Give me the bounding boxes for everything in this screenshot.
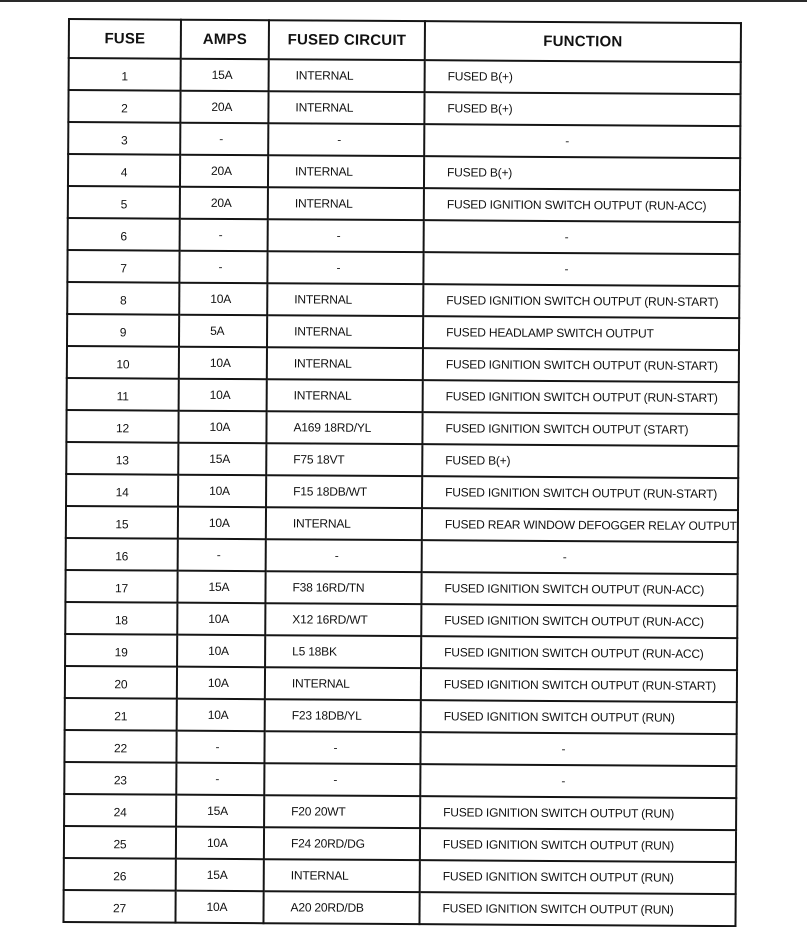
amps-cell: - [176,731,264,764]
fuse-number-cell: 7 [67,250,179,283]
table-row [68,122,740,158]
function-cell: FUSED IGNITION SWITCH OUTPUT (RUN-START) [423,348,739,382]
function-cell: FUSED IGNITION SWITCH OUTPUT (RUN) [419,892,735,926]
table-header-row [69,19,741,62]
amps-cell: - [179,251,267,284]
function-cell: FUSED IGNITION SWITCH OUTPUT (RUN) [421,700,737,734]
fuse-number-cell: 21 [65,698,177,731]
amps-cell: 10A [178,475,266,508]
fused-circuit-cell: A169 18RD/YL [266,411,422,444]
function-cell: FUSED B(+) [424,156,740,190]
function-cell: - [420,764,736,798]
fused-circuit-cell: - [266,539,422,572]
table-body [63,58,740,926]
function-cell: - [420,732,736,766]
fuse-number-cell: 26 [64,858,176,891]
amps-cell: 10A [177,699,265,732]
fuse-number-cell: 5 [68,186,180,219]
fused-circuit-cell: X12 16RD/WT [265,603,421,636]
fuse-number-cell: 20 [65,666,177,699]
function-cell: FUSED B(+) [424,92,740,126]
fuse-number-cell: 9 [67,314,179,347]
fused-circuit-cell: F38 16RD/TN [265,571,421,604]
amps-cell: 20A [180,187,268,220]
fuse-number-cell: 17 [65,570,177,603]
table-row [64,794,736,830]
table-row [64,858,736,894]
function-cell: - [424,220,740,254]
amps-cell: 10A [176,827,264,860]
fuse-number-cell: 13 [66,442,178,475]
amps-cell: 15A [176,859,264,892]
fuse-number-cell: 24 [64,794,176,827]
function-cell: FUSED IGNITION SWITCH OUTPUT (START) [422,412,738,446]
header-amps: AMPS [181,20,269,60]
fused-circuit-cell: INTERNAL [265,667,421,700]
table-row [64,762,736,798]
fused-circuit-cell: INTERNAL [264,859,420,892]
fused-circuit-cell: INTERNAL [267,315,423,348]
fused-circuit-cell: INTERNAL [268,91,424,124]
top-border-line [0,0,807,2]
amps-cell: 15A [178,443,266,476]
fuse-number-cell: 25 [64,826,176,859]
amps-cell: 10A [175,891,263,924]
fuse-number-cell: 23 [64,762,176,795]
fused-circuit-cell: L5 18BK [265,635,421,668]
amps-cell: 15A [176,795,264,828]
fused-circuit-cell: F23 18DB/YL [265,699,421,732]
function-cell: FUSED IGNITION SWITCH OUTPUT (RUN-START) [423,380,739,414]
fuse-number-cell: 14 [66,474,178,507]
fuse-number-cell: 4 [68,154,180,187]
function-cell: FUSED IGNITION SWITCH OUTPUT (RUN-ACC) [424,188,740,222]
function-cell: FUSED IGNITION SWITCH OUTPUT (RUN) [420,828,736,862]
fuse-number-cell: 3 [68,122,180,155]
function-cell: FUSED HEADLAMP SWITCH OUTPUT [423,316,739,350]
function-cell: FUSED B(+) [422,444,738,478]
table-row [65,698,737,734]
table-row [67,250,739,286]
function-cell: FUSED REAR WINDOW DEFOGGER RELAY OUTPUT [422,508,738,542]
function-cell: - [424,124,740,158]
fused-circuit-cell: A20 20RD/DB [263,891,419,924]
function-cell: FUSED IGNITION SWITCH OUTPUT (RUN-START) [421,668,737,702]
fuse-number-cell: 1 [69,58,181,91]
fuse-number-cell: 16 [66,538,178,571]
fuse-table [62,18,742,927]
header-function: FUNCTION [425,21,741,62]
amps-cell: 20A [180,155,268,188]
amps-cell: 15A [177,571,265,604]
table-row [65,666,737,702]
fused-circuit-cell: INTERNAL [267,283,423,316]
fused-circuit-cell: F75 18VT [266,443,422,476]
table-row [67,282,739,318]
table-row [66,474,738,510]
amps-cell: - [178,539,266,572]
amps-cell: 10A [179,347,267,380]
fuse-number-cell: 19 [65,634,177,667]
function-cell: FUSED IGNITION SWITCH OUTPUT (RUN) [420,860,736,894]
table-row [66,506,738,542]
header-fused-circuit: FUSED CIRCUIT [269,20,425,60]
table-row [67,314,739,350]
fuse-number-cell: 22 [64,730,176,763]
fused-circuit-cell: - [267,251,423,284]
function-cell: FUSED IGNITION SWITCH OUTPUT (RUN-ACC) [421,604,737,638]
fuse-number-cell: 18 [65,602,177,635]
fused-circuit-cell: - [264,763,420,796]
table-row [65,602,737,638]
amps-cell: - [180,219,268,252]
function-cell: FUSED IGNITION SWITCH OUTPUT (RUN-ACC) [421,572,737,606]
amps-cell: 10A [178,507,266,540]
fused-circuit-cell: - [268,123,424,156]
fused-circuit-cell: F24 20RD/DG [264,827,420,860]
table-row [64,730,736,766]
function-cell: FUSED IGNITION SWITCH OUTPUT (RUN-ACC) [421,636,737,670]
function-cell: FUSED IGNITION SWITCH OUTPUT (RUN-START) [423,284,739,318]
function-cell: - [422,540,738,574]
table-row [68,218,740,254]
fuse-number-cell: 12 [66,410,178,443]
fuse-number-cell: 8 [67,282,179,315]
fused-circuit-cell: INTERNAL [268,187,424,220]
fused-circuit-cell: INTERNAL [266,507,422,540]
amps-cell: - [180,123,268,156]
table-row [68,90,740,126]
table-row [69,58,741,94]
fused-circuit-cell: - [268,219,424,252]
function-cell: FUSED B(+) [425,60,741,94]
fused-circuit-cell: INTERNAL [269,59,425,92]
fused-circuit-cell: INTERNAL [267,379,423,412]
amps-cell: 10A [177,667,265,700]
table-row [63,890,735,926]
function-cell: FUSED IGNITION SWITCH OUTPUT (RUN-START) [422,476,738,510]
amps-cell: 10A [179,283,267,316]
amps-cell: 5A [179,315,267,348]
table-row [67,378,739,414]
fuse-number-cell: 2 [68,90,180,123]
table-row [68,154,740,190]
table-row [66,442,738,478]
amps-cell: 10A [177,635,265,668]
fused-circuit-cell: F20 20WT [264,795,420,828]
amps-cell: 15A [181,59,269,92]
table-row [64,826,736,862]
fuse-number-cell: 10 [67,346,179,379]
amps-cell: 10A [179,379,267,412]
fuse-number-cell: 15 [66,506,178,539]
fuse-number-cell: 6 [68,218,180,251]
amps-cell: 10A [177,603,265,636]
fused-circuit-cell: - [264,731,420,764]
table-row [67,346,739,382]
amps-cell: 10A [178,411,266,444]
amps-cell: - [176,763,264,796]
fuse-number-cell: 11 [67,378,179,411]
table-row [65,634,737,670]
table-row [65,570,737,606]
fused-circuit-cell: INTERNAL [268,155,424,188]
fused-circuit-cell: F15 18DB/WT [266,475,422,508]
fuse-number-cell: 27 [63,890,175,923]
table-row [66,538,738,574]
function-cell: FUSED IGNITION SWITCH OUTPUT (RUN) [420,796,736,830]
amps-cell: 20A [180,91,268,124]
fused-circuit-cell: INTERNAL [267,347,423,380]
table-row [66,410,738,446]
function-cell: - [423,252,739,286]
header-fuse: FUSE [69,19,181,59]
table-row [68,186,740,222]
